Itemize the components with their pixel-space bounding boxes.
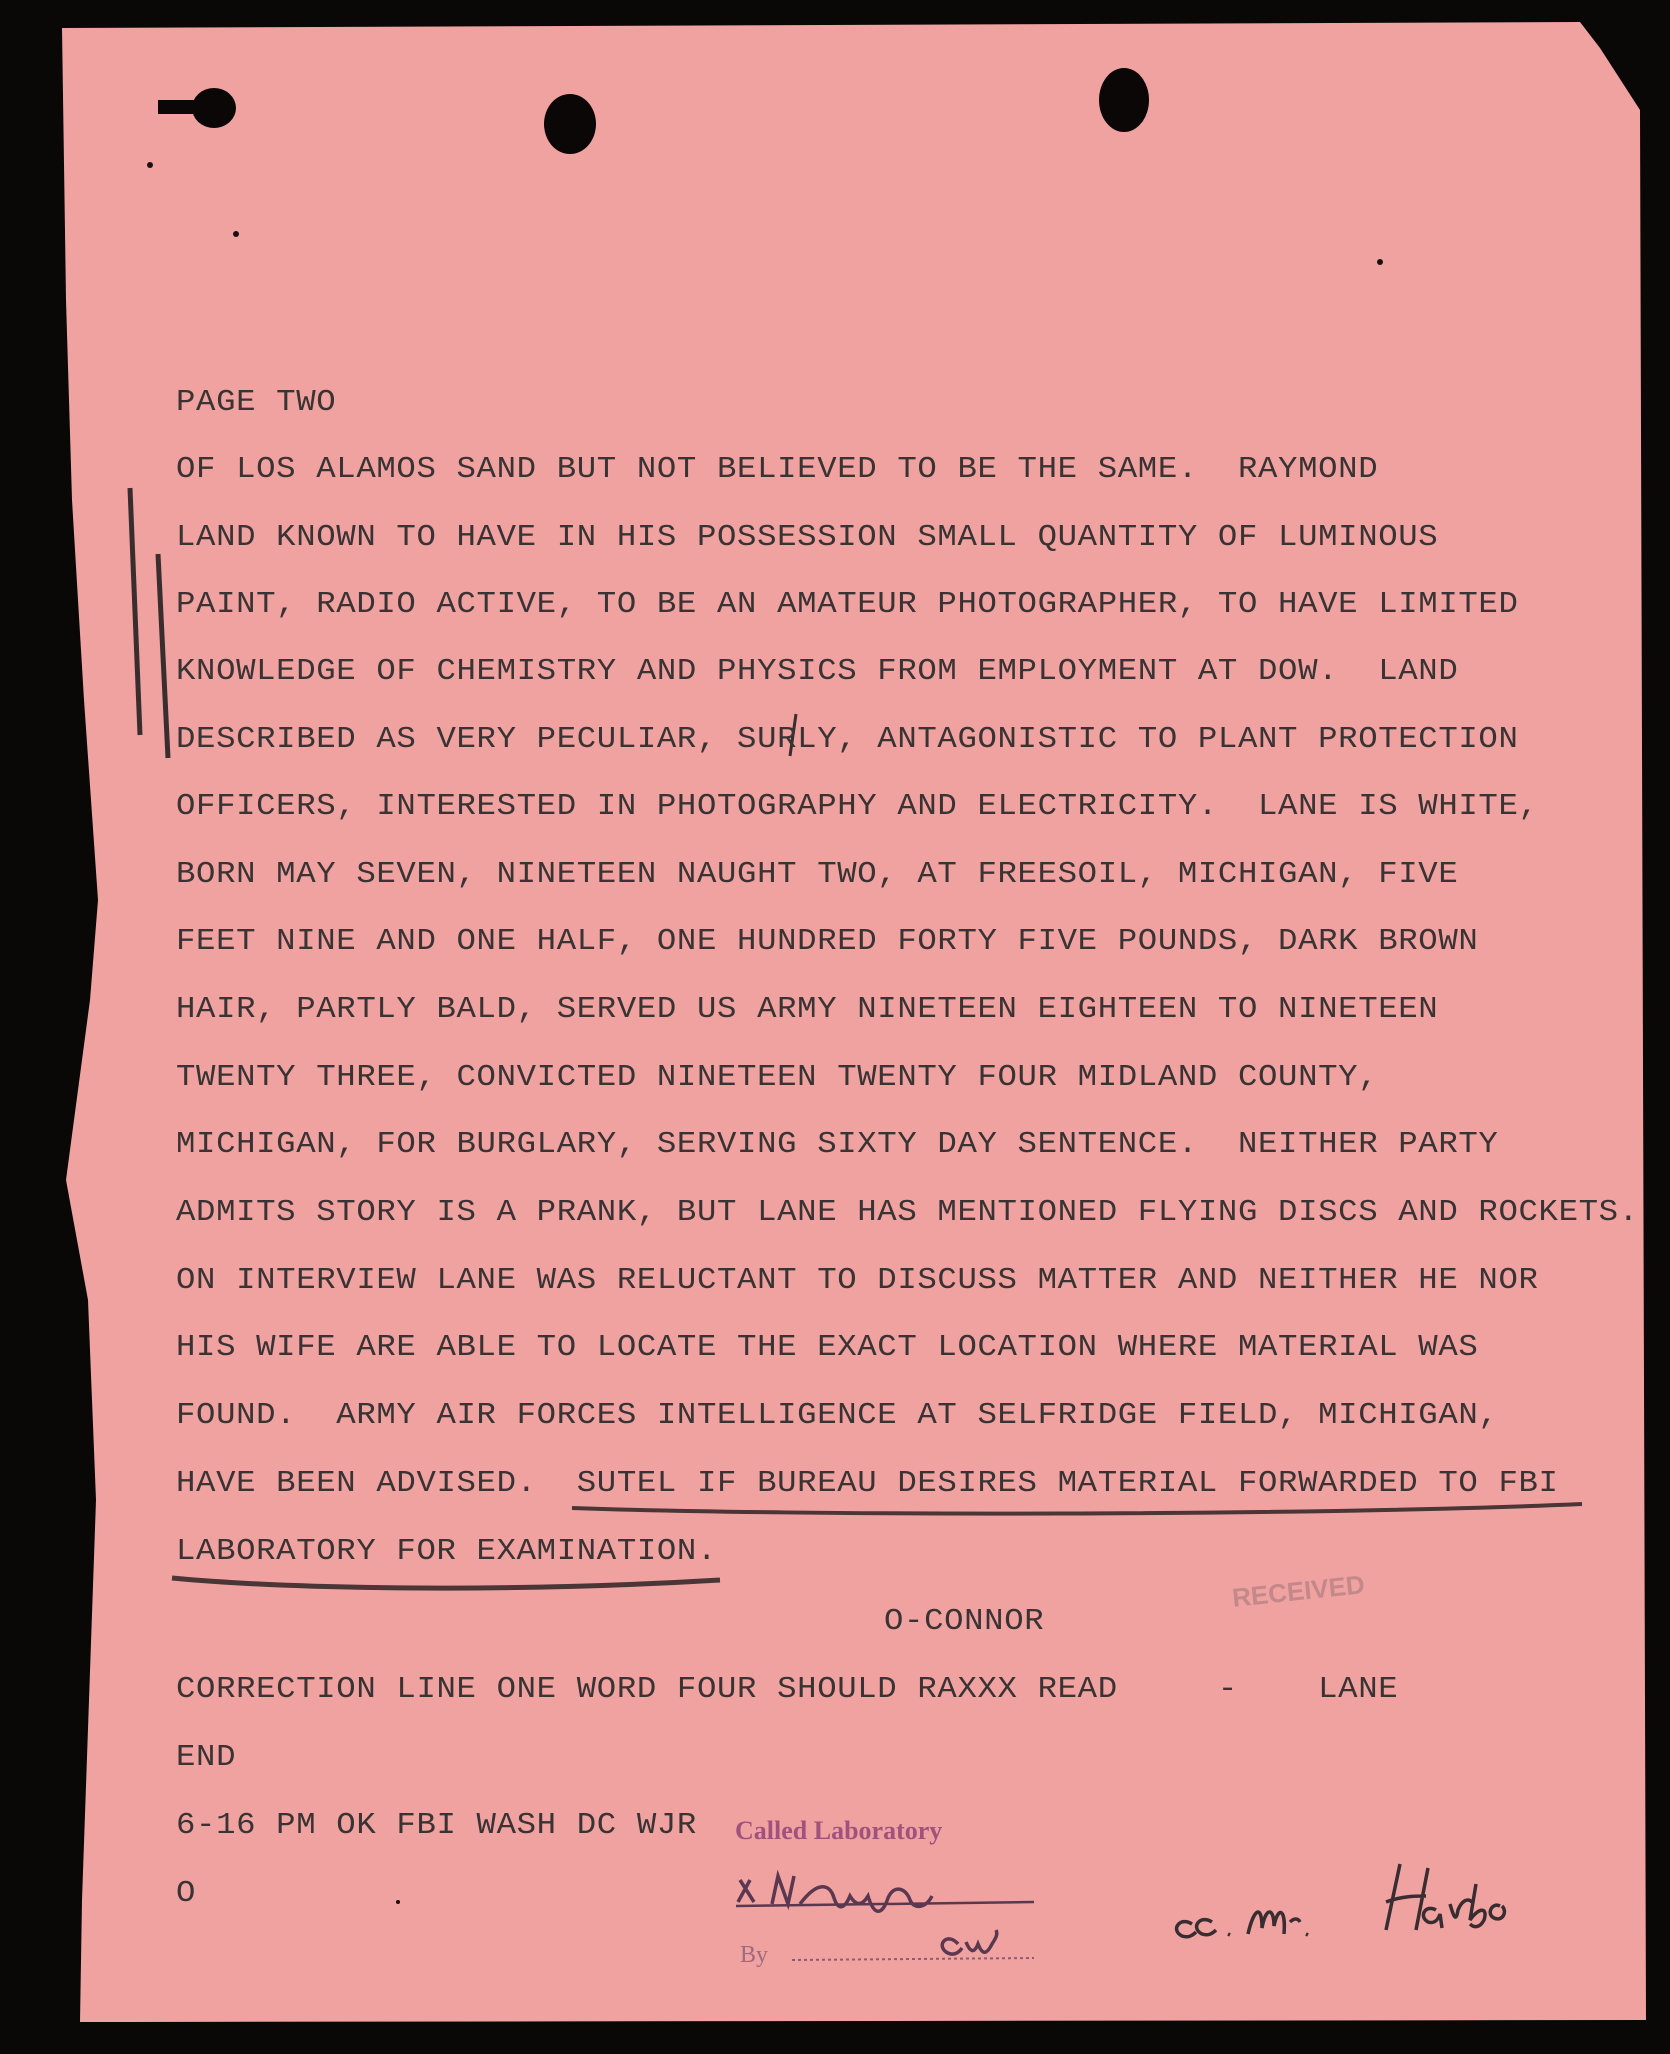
correction-line: CORRECTION LINE ONE WORD FOUR SHOULD RAXXX READ - LANE	[176, 1673, 1399, 1707]
message-line: FOUND. ARMY AIR FORCES INTELLIGENCE AT SELFRIDGE FIELD, MICHIGAN,	[176, 1399, 1499, 1433]
message-line: OFFICERS, INTERESTED IN PHOTOGRAPHY AND ELECTRICITY. LANE IS WHITE,	[176, 790, 1539, 824]
message-line: DESCRIBED AS VERY PECULIAR, SURLY, ANTAGONISTIC TO PLANT PROTECTION	[176, 723, 1519, 757]
message-line: BORN MAY SEVEN, NINETEEN NAUGHT TWO, AT FREESOIL, MICHIGAN, FIVE	[176, 858, 1459, 892]
end-marker: END	[176, 1741, 237, 1775]
message-line: HAVE BEEN ADVISED. SUTEL IF BUREAU DESIRES MATERIAL FORWARDED TO FBI	[176, 1467, 1559, 1501]
message-line: KNOWLEDGE OF CHEMISTRY AND PHYSICS FROM EMPLOYMENT AT DOW. LAND	[176, 655, 1459, 689]
page-header: PAGE TWO	[176, 386, 337, 420]
transmission-line: 6-16 PM OK FBI WASH DC WJR	[176, 1809, 697, 1843]
called-laboratory-stamp: Called Laboratory	[735, 1816, 943, 1845]
message-line: TWENTY THREE, CONVICTED NINETEEN TWENTY FOUR MIDLAND COUNTY,	[176, 1061, 1379, 1095]
signature: O-CONNOR	[884, 1605, 1045, 1639]
message-line: FEET NINE AND ONE HALF, ONE HUNDRED FORTY FIVE POUNDS, DARK BROWN	[176, 925, 1479, 959]
message-line: LABORATORY FOR EXAMINATION.	[176, 1535, 718, 1569]
message-line: HAIR, PARTLY BALD, SERVED US ARMY NINETEEN EIGHTEEN TO NINETEEN	[176, 993, 1439, 1027]
message-line: PAINT, RADIO ACTIVE, TO BE AN AMATEUR PHOTOGRAPHER, TO HAVE LIMITED	[176, 588, 1519, 622]
message-line: LAND KNOWN TO HAVE IN HIS POSSESSION SMALL QUANTITY OF LUMINOUS	[176, 521, 1439, 555]
message-line: ON INTERVIEW LANE WAS RELUCTANT TO DISCUSS MATTER AND NEITHER HE NOR	[176, 1264, 1539, 1298]
received-stamp-ghost: RECEIVED	[1230, 1569, 1367, 1613]
message-line: MICHIGAN, FOR BURGLARY, SERVING SIXTY DAY SENTENCE. NEITHER PARTY	[176, 1128, 1499, 1162]
trailing-mark: O	[176, 1877, 197, 1911]
message-line: OF LOS ALAMOS SAND BUT NOT BELIEVED TO BE THE SAME. RAYMOND	[176, 453, 1379, 487]
by-label: By	[740, 1942, 769, 1968]
message-line: HIS WIFE ARE ABLE TO LOCATE THE EXACT LOCATION WHERE MATERIAL WAS	[176, 1331, 1479, 1365]
message-line: ADMITS STORY IS A PRANK, BUT LANE HAS MENTIONED FLYING DISCS AND ROCKETS.	[176, 1196, 1639, 1230]
